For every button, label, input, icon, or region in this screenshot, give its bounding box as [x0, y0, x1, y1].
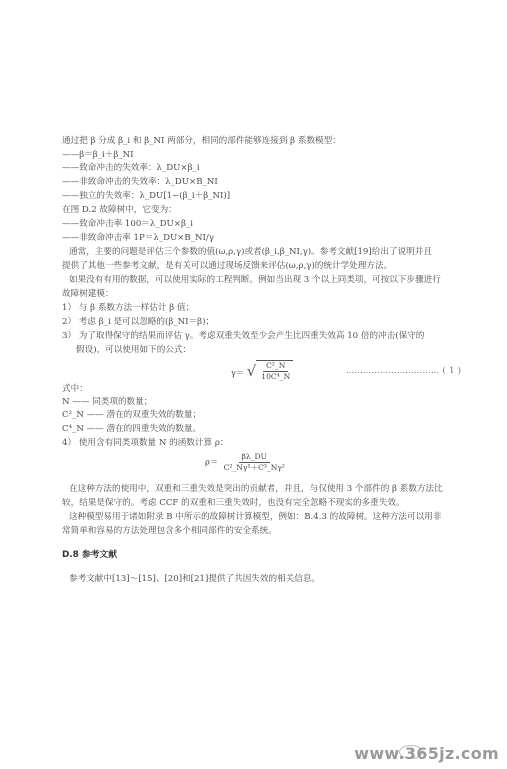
equation-leader-dots: …………………………… ( 1 ) [346, 366, 462, 375]
equation-lhs: ρ＝ [205, 456, 219, 467]
equation-numerator: C²_N [263, 361, 288, 372]
list-item: 3） 为了取得保守的结果而评估 γ。考虑双重失效至少会产生比四重失效高 10 倍的冲击(保守的 [62, 331, 425, 341]
equation-lhs: γ＝ [231, 367, 245, 378]
text-line: 通过把 β 分成 β_i 和 β_NI 两部分，相同的部件能够连接到 β 系数模型： [62, 136, 341, 146]
text-line: 常简单和容易的方法处理包含多个相同部件的安全系统。 [62, 526, 277, 536]
text-line: ——非致命冲击的失效率：λ_DU×B_NI [62, 177, 218, 187]
text-line: 如果没有有用的数据，可以使用实际的工程判断。例如当出现 3 个以上同类项，可按以下步骤进行 [69, 275, 441, 285]
text-line: ——致命冲击率 100＝λ_DU×β_i [62, 219, 193, 229]
equation-denominator: 10C⁴_N [261, 372, 291, 381]
text-line: ——非致命冲击率 1P＝λ_DU×B_NI/γ [62, 233, 214, 243]
text-line: 参考文献中[13]～[15]、[20]和[21]提供了共因失效的相关信息。 [69, 574, 321, 584]
list-item: 2） 考虑 β_i 是可以忽略的(β_NI＝β)； [62, 317, 215, 327]
list-item: 1） 与 β 系数方法一样估计 β 值； [62, 303, 195, 313]
equation-rho [205, 452, 288, 473]
list-item: 4） 使用含有同类项数量 N 的函数计算 ρ： [62, 438, 229, 448]
text-line: 提供了其他一些参考文献，是有关可以通过现场反馈来评估(ω,ρ,γ)的统计学处理方法。 [62, 261, 393, 271]
text-line: 这种模型易用于诸如附录 B 中所示的故障树计算模型，例如：B.4.3 的故障树。这种方法可以用非 [69, 512, 442, 522]
watermark: www.365jz.com [354, 744, 499, 763]
text-line: 假设)，可以使用如下的公式： [76, 345, 192, 355]
text-line: 式中： [62, 384, 88, 394]
definition-item: C²_N —— 潜在的双重失效的数量； [62, 410, 202, 420]
text-line: 较，结果是保守的。考虑 CCF 的双重和三重失效时，也没有完全忽略不现实的多重失效。 [62, 498, 405, 508]
sqrt-symbol: √ $\frac{\text{C²\_N}}{\text{10C⁴\_N}}$ [247, 360, 294, 382]
text-line: 通常，主要的问题是评估三个参数的值(ω,ρ,γ)或者(β_i,β_NI,γ)。参考文献[19]给出了说明并且 [69, 247, 432, 257]
equation-denominator: C²_Nγ¹＋C³_Nγ² [223, 463, 285, 472]
equation-numerator: βλ_DU [239, 452, 271, 463]
text-line: 在图 D.2 故障树中，它变为： [62, 205, 177, 215]
definition-item: C⁴_N —— 潜在的四重失效的数量。 [62, 424, 202, 434]
text-line: ——致命冲击的失效率：λ_DU×β_i [62, 163, 200, 173]
text-line: ——独立的失效率：λ_DU[1−(β_i＋β_NI)] [62, 191, 231, 201]
text-line: 故障树建模： [62, 289, 114, 299]
section-heading: D.8 参考文献 [62, 550, 118, 560]
equation-gamma [231, 360, 293, 382]
definition-item: N —— 同类项的数量； [62, 397, 153, 407]
text-line: 在这种方法的使用中，双重和三重失效是突出的贡献者，并且，与仅使用 3 个部件的 β 系数方法比 [69, 484, 443, 494]
equation-number: ( 1 ) [442, 366, 462, 375]
text-line: ——β＝β_i＋β_NI [62, 150, 134, 160]
